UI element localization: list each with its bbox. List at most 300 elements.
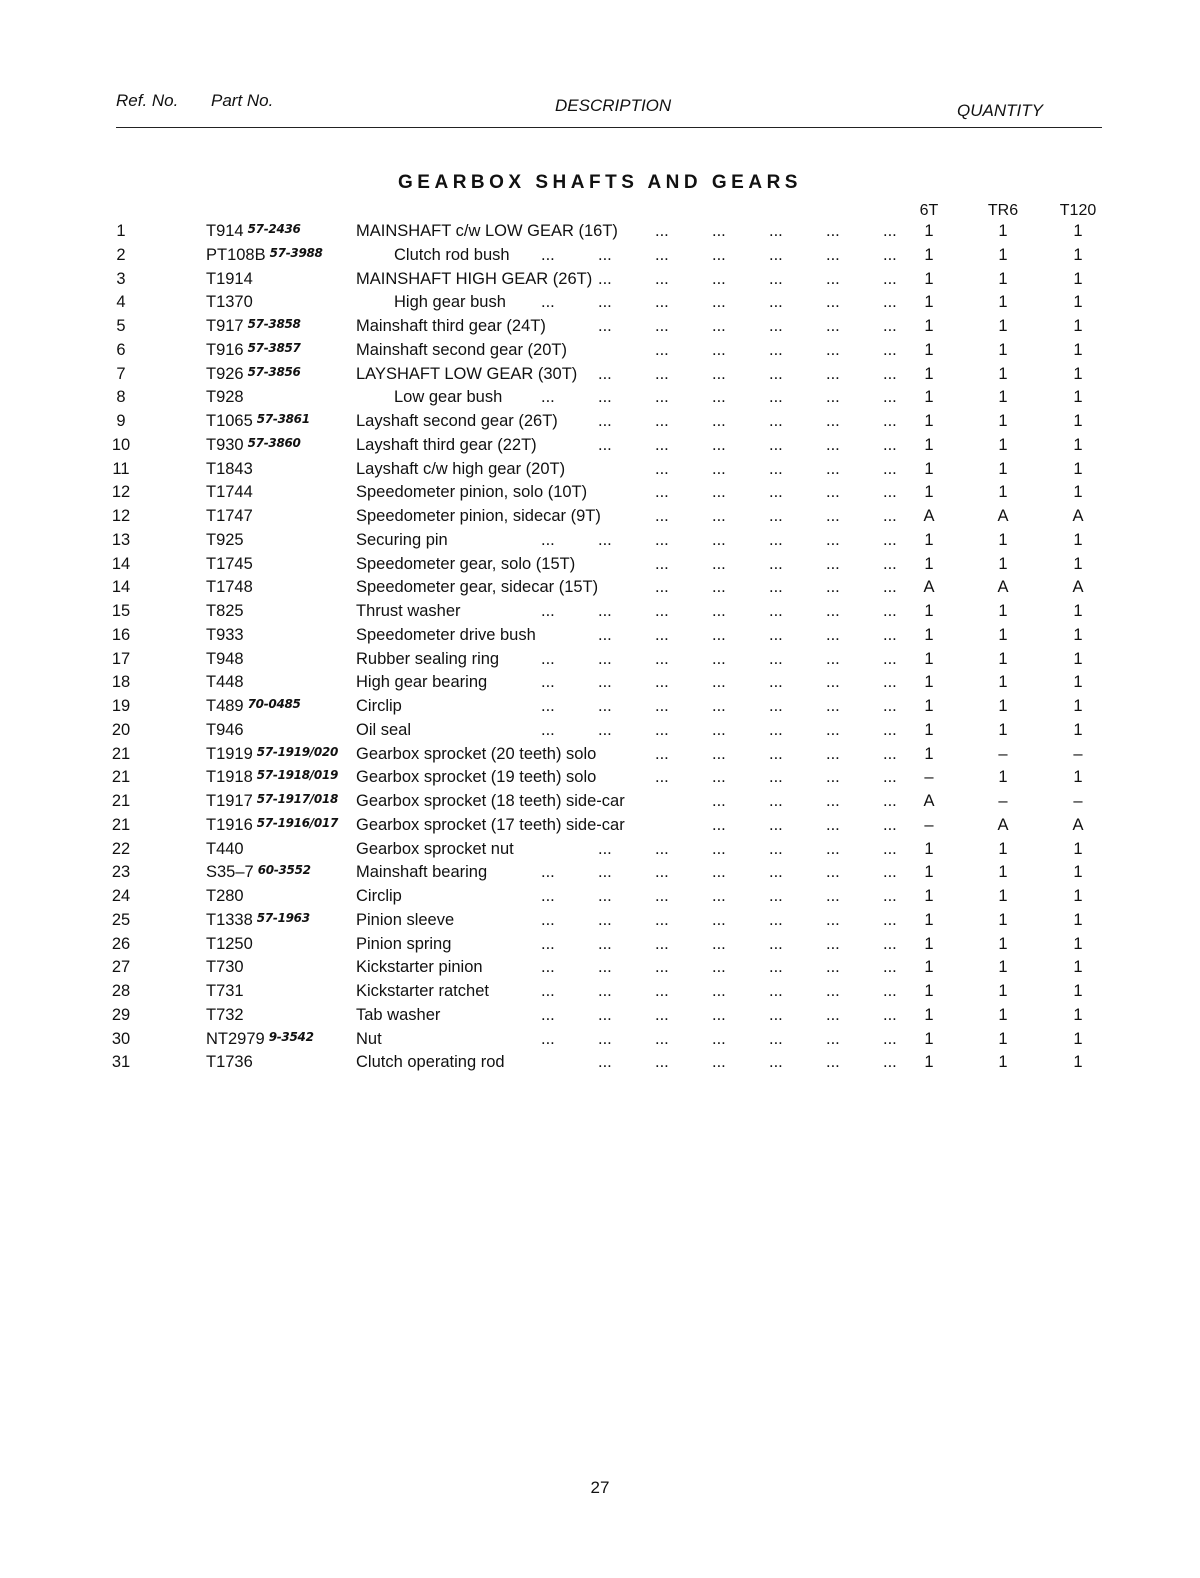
- table-row: [0, 602, 1200, 626]
- leader-dots: ...: [712, 792, 726, 810]
- table-row: [0, 341, 1200, 365]
- leader-dots: ...: [655, 602, 669, 620]
- description: Layshaft third gear (22T): [356, 435, 537, 454]
- part-no: [206, 863, 311, 882]
- part-no-text: T1914: [206, 269, 253, 288]
- quantity-tr6: 1: [998, 530, 1008, 549]
- description: Speedometer gear, solo (15T): [356, 554, 576, 573]
- description: Gearbox sprocket nut: [356, 839, 514, 858]
- leader-dots: ...: [598, 435, 612, 454]
- quantity-t120: A: [1072, 815, 1084, 834]
- table-row: [0, 982, 1200, 1006]
- quantity-tr6: 1: [998, 412, 1008, 430]
- quantity-t120: A: [1072, 507, 1084, 525]
- part-no: [206, 222, 301, 241]
- leader-dots: ...: [712, 340, 726, 359]
- ref-no: 26: [111, 934, 131, 953]
- leader-dots: ...: [769, 910, 783, 929]
- quantity-6t: 1: [924, 982, 934, 1000]
- quantity-t120: 1: [1073, 768, 1083, 787]
- ref-no: 7: [116, 364, 126, 383]
- handwritten-note: 57-1919/020: [256, 744, 339, 759]
- table-row: [0, 365, 1200, 389]
- quantity-6t: A: [923, 578, 935, 597]
- part-no-text: NT2979: [206, 1029, 265, 1048]
- ref-no: 31: [111, 1053, 131, 1072]
- part-no-text: T731: [206, 982, 244, 1000]
- part-no: [206, 982, 244, 1001]
- quantity-t120: 1: [1073, 625, 1083, 644]
- handwritten-note: 57-1917/018: [256, 792, 339, 806]
- part-no-text: T916: [206, 340, 244, 359]
- leader-dots: ...: [826, 863, 840, 882]
- table-row: [0, 293, 1200, 317]
- quantity-tr6: 1: [998, 673, 1008, 692]
- quantity-6t: 1: [924, 863, 934, 882]
- leader-dots: ...: [541, 1005, 555, 1024]
- leader-dots: ...: [769, 982, 783, 1000]
- table-row: [0, 531, 1200, 555]
- description: Layshaft second gear (26T): [356, 412, 558, 430]
- leader-dots: ...: [655, 649, 669, 668]
- quantity-t120: 1: [1073, 1029, 1083, 1048]
- qty-col-6t: 6T: [919, 202, 939, 219]
- leader-dots: ...: [655, 697, 669, 715]
- leader-dots: ...: [655, 222, 669, 240]
- quantity-tr6: 1: [998, 1005, 1008, 1024]
- leader-dots: ...: [655, 863, 669, 882]
- ref-no: 14: [111, 578, 131, 597]
- leader-dots: ...: [883, 839, 897, 858]
- leader-dots: ...: [883, 578, 897, 597]
- table-row: [0, 1030, 1200, 1054]
- part-no: [206, 650, 244, 669]
- leader-dots: ...: [883, 697, 897, 715]
- leader-dots: ...: [541, 934, 555, 953]
- ref-no: 8: [116, 388, 126, 407]
- leader-dots: ...: [541, 697, 555, 715]
- leader-dots: ...: [883, 768, 897, 787]
- leader-dots: ...: [883, 958, 897, 977]
- leader-dots: ...: [712, 554, 726, 573]
- description: Nut: [356, 1029, 382, 1048]
- ref-no: 27: [111, 958, 131, 977]
- quantity-t120: –: [1073, 792, 1083, 810]
- quantity-6t: –: [924, 815, 934, 834]
- leader-dots: ...: [769, 1053, 783, 1072]
- quantity-t120: 1: [1073, 245, 1083, 264]
- leader-dots: ...: [598, 697, 612, 715]
- leader-dots: ...: [883, 602, 897, 620]
- header-ref-no: Ref. No.: [116, 91, 179, 110]
- qty-col-tr6: TR6: [987, 202, 1019, 219]
- leader-dots: ...: [712, 602, 726, 620]
- part-no-text: T933: [206, 625, 244, 644]
- description: Mainshaft third gear (24T): [356, 317, 546, 335]
- description: Gearbox sprocket (19 teeth) solo: [356, 768, 597, 787]
- ref-no: 17: [111, 649, 131, 668]
- part-no-text: T1917: [206, 792, 253, 810]
- table-row: [0, 222, 1200, 246]
- part-no-text: T1065: [206, 412, 253, 430]
- leader-dots: ...: [655, 435, 669, 454]
- table-row: [0, 792, 1200, 816]
- leader-dots: ...: [655, 578, 669, 597]
- parts-list: [0, 222, 1200, 1077]
- leader-dots: ...: [883, 435, 897, 454]
- leader-dots: ...: [655, 744, 669, 763]
- description: Tab washer: [356, 1005, 441, 1024]
- quantity-6t: 1: [924, 459, 934, 478]
- leader-dots: ...: [883, 720, 897, 739]
- leader-dots: ...: [826, 697, 840, 715]
- leader-dots: ...: [655, 459, 669, 478]
- quantity-tr6: 1: [998, 483, 1008, 502]
- leader-dots: ...: [655, 507, 669, 525]
- part-no-text: T1745: [206, 554, 253, 573]
- leader-dots: ...: [826, 245, 840, 264]
- leader-dots: ...: [655, 340, 669, 359]
- quantity-6t: 1: [924, 910, 934, 929]
- leader-dots: ...: [826, 435, 840, 454]
- handwritten-note: 57-1918/019: [256, 768, 339, 783]
- leader-dots: ...: [655, 1053, 669, 1072]
- leader-dots: ...: [826, 1029, 840, 1048]
- quantity-t120: 1: [1073, 602, 1083, 620]
- description: Pinion spring: [356, 934, 452, 953]
- leader-dots: ...: [712, 673, 726, 692]
- leader-dots: ...: [769, 958, 783, 977]
- quantity-tr6: 1: [998, 293, 1008, 312]
- description: Speedometer gear, sidecar (15T): [356, 578, 599, 597]
- part-no-text: T1736: [206, 1053, 253, 1072]
- leader-dots: ...: [712, 958, 726, 977]
- part-no-text: T1919: [206, 744, 253, 763]
- leader-dots: ...: [826, 269, 840, 288]
- ref-no: 18: [111, 673, 131, 692]
- leader-dots: ...: [712, 649, 726, 668]
- quantity-6t: 1: [924, 839, 934, 858]
- leader-dots: ...: [769, 887, 783, 905]
- table-row: [0, 840, 1200, 864]
- quantity-tr6: A: [997, 578, 1009, 597]
- ref-no: 24: [111, 887, 131, 905]
- leader-dots: ...: [712, 459, 726, 478]
- leader-dots: ...: [541, 530, 555, 549]
- part-no: [206, 602, 244, 621]
- table-row: [0, 1053, 1200, 1077]
- description: LAYSHAFT LOW GEAR (30T): [356, 364, 578, 383]
- handwritten-note: 70-0485: [247, 697, 301, 711]
- part-no: [206, 673, 244, 692]
- quantity-t120: 1: [1073, 340, 1083, 359]
- leader-dots: ...: [826, 1005, 840, 1024]
- leader-dots: ...: [769, 317, 783, 335]
- part-no: [206, 555, 253, 574]
- part-no: [206, 815, 339, 835]
- part-no: [206, 270, 253, 289]
- quantity-tr6: 1: [998, 910, 1008, 929]
- quantity-tr6: 1: [998, 887, 1008, 905]
- quantity-tr6: 1: [998, 269, 1008, 288]
- leader-dots: ...: [712, 269, 726, 288]
- leader-dots: ...: [598, 530, 612, 549]
- leader-dots: ...: [826, 649, 840, 668]
- part-no-text: T917: [206, 317, 244, 335]
- leader-dots: ...: [541, 863, 555, 882]
- leader-dots: ...: [712, 483, 726, 502]
- table-row: [0, 270, 1200, 294]
- ref-no: 10: [111, 435, 131, 454]
- quantity-t120: 1: [1073, 554, 1083, 573]
- ref-no: 21: [111, 768, 131, 787]
- quantity-6t: 1: [924, 649, 934, 668]
- quantity-t120: 1: [1073, 293, 1083, 312]
- part-no: [206, 1006, 244, 1025]
- quantity-6t: 1: [924, 1005, 934, 1024]
- leader-dots: ...: [655, 1005, 669, 1024]
- leader-dots: ...: [712, 934, 726, 953]
- leader-dots: ...: [826, 792, 840, 810]
- leader-dots: ...: [712, 388, 726, 407]
- leader-dots: ...: [883, 483, 897, 502]
- header-part-no: Part No.: [211, 91, 274, 110]
- quantity-6t: 1: [924, 720, 934, 739]
- leader-dots: ...: [883, 649, 897, 668]
- description: MAINSHAFT c/w LOW GEAR (16T): [356, 222, 618, 240]
- leader-dots: ...: [883, 340, 897, 359]
- description: Clutch operating rod: [356, 1053, 505, 1072]
- leader-dots: ...: [826, 507, 840, 525]
- ref-no: 25: [111, 910, 131, 929]
- description: High gear bearing: [356, 673, 488, 692]
- quantity-6t: 1: [924, 388, 934, 407]
- leader-dots: ...: [883, 293, 897, 312]
- quantity-6t: 1: [924, 364, 934, 383]
- ref-no: 11: [112, 459, 130, 478]
- quantity-6t: 1: [924, 744, 934, 763]
- ref-no: 6: [116, 340, 126, 359]
- leader-dots: ...: [826, 910, 840, 929]
- quantity-tr6: 1: [998, 317, 1008, 335]
- leader-dots: ...: [883, 530, 897, 549]
- leader-dots: ...: [541, 887, 555, 905]
- leader-dots: ...: [655, 768, 669, 787]
- quantity-t120: 1: [1073, 412, 1083, 430]
- leader-dots: ...: [826, 839, 840, 858]
- leader-dots: ...: [883, 459, 897, 478]
- table-row: [0, 412, 1200, 436]
- quantity-6t: 1: [924, 435, 934, 454]
- quantity-6t: 1: [924, 340, 934, 359]
- part-no-text: T448: [206, 673, 244, 692]
- quantity-6t: A: [923, 507, 935, 525]
- leader-dots: ...: [883, 887, 897, 905]
- leader-dots: ...: [769, 768, 783, 787]
- leader-dots: ...: [655, 673, 669, 692]
- part-no: [206, 364, 301, 384]
- description: Mainshaft second gear (20T): [356, 340, 567, 359]
- quantity-t120: 1: [1073, 1053, 1083, 1072]
- leader-dots: ...: [598, 1053, 612, 1072]
- description: High gear bush: [394, 293, 506, 312]
- quantity-t120: 1: [1073, 269, 1083, 288]
- leader-dots: ...: [598, 982, 612, 1000]
- part-no-text: T440: [206, 839, 244, 858]
- description: Clutch rod bush: [394, 245, 510, 264]
- quantity-6t: –: [924, 768, 934, 787]
- leader-dots: ...: [598, 673, 612, 692]
- description: Low gear bush: [394, 388, 503, 407]
- header-description: DESCRIPTION: [555, 96, 672, 115]
- quantity-t120: 1: [1073, 317, 1083, 335]
- description: Speedometer pinion, sidecar (9T): [356, 507, 601, 525]
- leader-dots: ...: [598, 412, 612, 430]
- table-row: [0, 721, 1200, 745]
- leader-dots: ...: [769, 1005, 783, 1024]
- leader-dots: ...: [826, 602, 840, 620]
- table-row: [0, 887, 1200, 911]
- quantity-6t: 1: [924, 1053, 934, 1072]
- quantity-6t: 1: [924, 554, 934, 573]
- quantity-t120: 1: [1073, 958, 1083, 977]
- leader-dots: ...: [883, 245, 897, 264]
- handwritten-note: 57-3858: [247, 317, 301, 331]
- leader-dots: ...: [769, 744, 783, 763]
- leader-dots: ...: [655, 554, 669, 573]
- leader-dots: ...: [883, 863, 897, 882]
- quantity-t120: A: [1072, 578, 1084, 597]
- leader-dots: ...: [769, 578, 783, 597]
- quantity-tr6: 1: [998, 435, 1008, 454]
- quantity-t120: 1: [1073, 673, 1083, 692]
- leader-dots: ...: [883, 625, 897, 644]
- quantity-tr6: 1: [998, 1053, 1008, 1072]
- table-row: [0, 745, 1200, 769]
- table-row: [0, 650, 1200, 674]
- part-no-text: T489: [206, 697, 244, 715]
- leader-dots: ...: [712, 1053, 726, 1072]
- quantity-tr6: 1: [998, 222, 1008, 240]
- description: Circlip: [356, 887, 402, 905]
- part-no-text: T730: [206, 958, 244, 977]
- ref-no: 19: [111, 697, 131, 715]
- leader-dots: ...: [769, 245, 783, 264]
- leader-dots: ...: [712, 839, 726, 858]
- part-no: [206, 768, 339, 787]
- leader-dots: ...: [655, 245, 669, 264]
- ref-no: 21: [111, 792, 131, 810]
- handwritten-note: 60-3552: [257, 863, 311, 878]
- ref-no: 1: [116, 222, 126, 240]
- quantity-tr6: 1: [998, 934, 1008, 953]
- description: Kickstarter ratchet: [356, 982, 489, 1000]
- leader-dots: ...: [826, 1053, 840, 1072]
- leader-dots: ...: [826, 768, 840, 787]
- quantity-tr6: 1: [998, 697, 1008, 715]
- part-no: [206, 531, 244, 550]
- part-no: [206, 388, 244, 407]
- leader-dots: ...: [712, 887, 726, 905]
- leader-dots: ...: [826, 815, 840, 834]
- leader-dots: ...: [826, 388, 840, 407]
- table-row: [0, 578, 1200, 602]
- leader-dots: ...: [598, 1005, 612, 1024]
- handwritten-note: 57-3988: [269, 245, 323, 260]
- table-row: [0, 246, 1200, 270]
- leader-dots: ...: [883, 554, 897, 573]
- part-no-text: T732: [206, 1005, 244, 1024]
- leader-dots: ...: [541, 720, 555, 739]
- quantity-tr6: 1: [998, 554, 1008, 573]
- quantity-6t: 1: [924, 269, 934, 288]
- part-no: [206, 460, 253, 479]
- quantity-t120: 1: [1073, 910, 1083, 929]
- part-no: [206, 721, 244, 740]
- quantity-tr6: –: [998, 792, 1008, 810]
- quantity-t120: 1: [1073, 530, 1083, 549]
- leader-dots: ...: [826, 625, 840, 644]
- quantity-tr6: 1: [998, 982, 1008, 1000]
- leader-dots: ...: [541, 649, 555, 668]
- quantity-6t: 1: [924, 222, 934, 240]
- leader-dots: ...: [826, 459, 840, 478]
- ref-no: 16: [111, 625, 131, 644]
- leader-dots: ...: [769, 530, 783, 549]
- description: Layshaft c/w high gear (20T): [356, 459, 566, 478]
- part-no: [206, 435, 301, 455]
- leader-dots: ...: [826, 483, 840, 502]
- part-no: [206, 792, 339, 811]
- handwritten-note: 57-3861: [256, 412, 310, 426]
- description: Speedometer pinion, solo (10T): [356, 483, 588, 502]
- leader-dots: ...: [769, 340, 783, 359]
- ref-no: 12: [111, 507, 131, 525]
- part-no-text: T1916: [206, 815, 253, 834]
- part-no-text: T948: [206, 649, 244, 668]
- part-no: [206, 697, 301, 716]
- part-no-text: T1748: [206, 578, 253, 597]
- quantity-tr6: 1: [998, 863, 1008, 882]
- leader-dots: ...: [598, 649, 612, 668]
- description: Thrust washer: [356, 602, 461, 620]
- leader-dots: ...: [883, 507, 897, 525]
- quantity-t120: 1: [1073, 697, 1083, 715]
- handwritten-note: 57-1963: [256, 910, 310, 925]
- leader-dots: ...: [883, 1053, 897, 1072]
- leader-dots: ...: [712, 1029, 726, 1048]
- leader-dots: ...: [826, 720, 840, 739]
- leader-dots: ...: [598, 958, 612, 977]
- part-no: [206, 293, 253, 312]
- ref-no: 3: [116, 269, 126, 288]
- leader-dots: ...: [769, 815, 783, 834]
- description: Pinion sleeve: [356, 910, 455, 929]
- quantity-t120: 1: [1073, 649, 1083, 668]
- quantity-tr6: 1: [998, 459, 1008, 478]
- ref-no: 28: [111, 982, 131, 1000]
- leader-dots: ...: [598, 910, 612, 929]
- ref-no: 15: [111, 602, 131, 620]
- page-number: 27: [590, 1478, 610, 1497]
- ref-no: 29: [111, 1005, 131, 1024]
- quantity-tr6: 1: [998, 245, 1008, 264]
- description: Oil seal: [356, 720, 412, 739]
- leader-dots: ...: [712, 245, 726, 264]
- leader-dots: ...: [712, 982, 726, 1000]
- leader-dots: ...: [541, 293, 555, 312]
- leader-dots: ...: [598, 364, 612, 383]
